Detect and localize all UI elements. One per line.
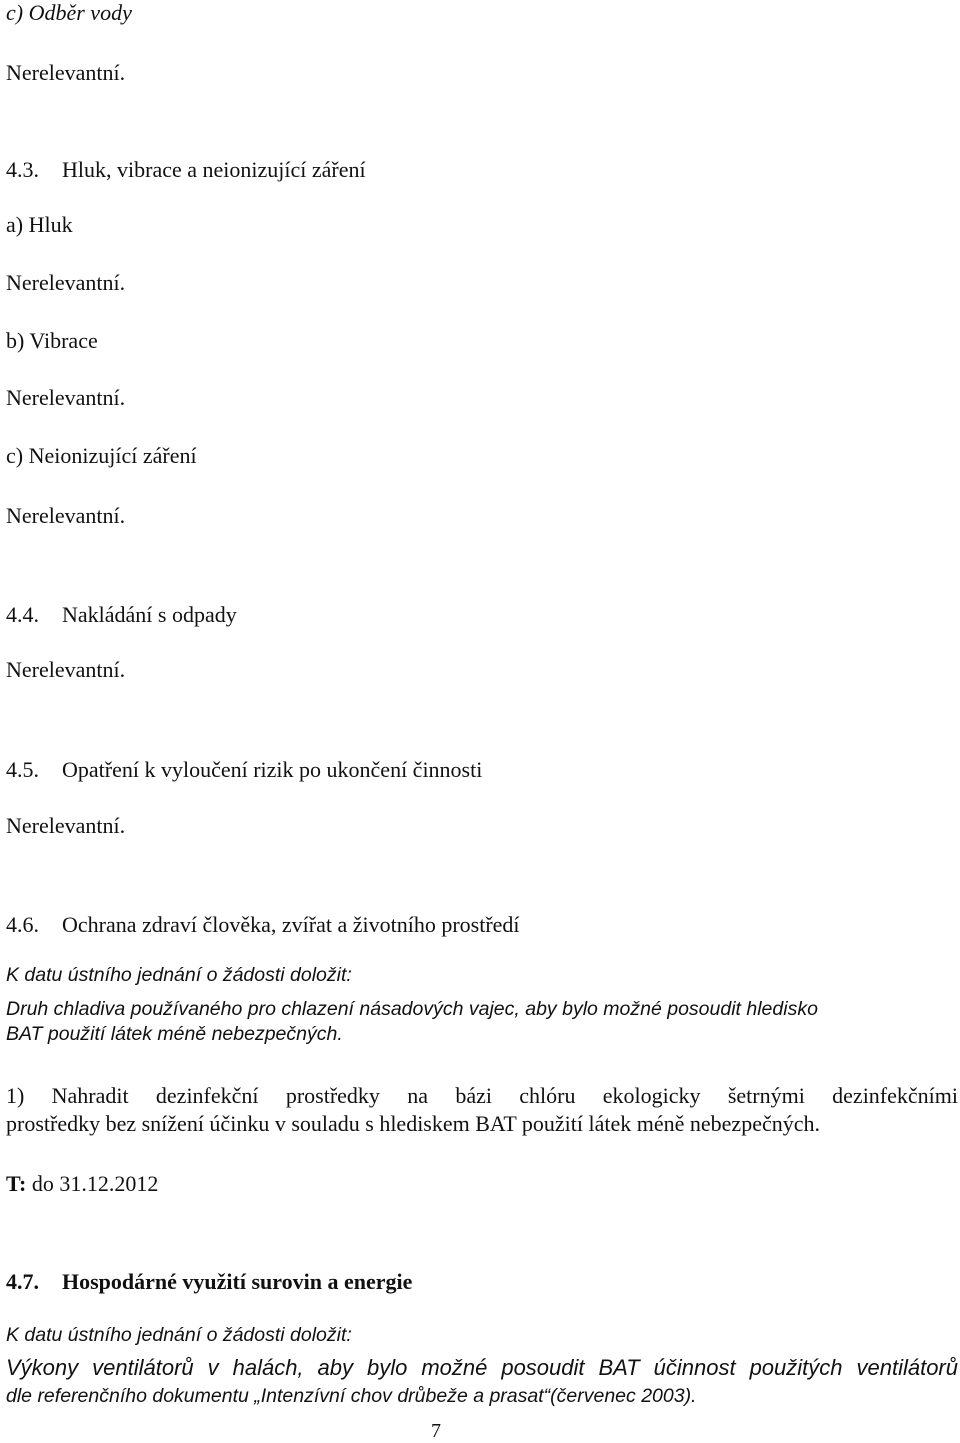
section-number: 4.5. (6, 757, 39, 782)
page-number: 7 (431, 1420, 441, 1442)
requirement-intro: K datu ústního jednání o žádosti doložit: (6, 1324, 352, 1346)
irrelevant-note: Nerelevantní. (6, 60, 126, 85)
irrelevant-note: Nerelevantní. (6, 813, 126, 838)
deadline (6, 1171, 158, 1197)
section-heading-4-7 (6, 1269, 412, 1295)
irrelevant-note: Nerelevantní. (6, 503, 126, 528)
section-title: Nakládání s odpady (62, 602, 237, 627)
section-heading-4-4 (6, 602, 237, 628)
section-title: Hospodárné využití surovin a energie (62, 1269, 413, 1294)
subsection-neionizujici: c) Neionizující záření (6, 443, 197, 468)
requirement-text: Druh chladiva používaného pro chlazení násadových vajec, aby bylo možné posoudit hledisko (6, 998, 818, 1020)
subsection-odber-vody: c) Odběr vody (6, 0, 132, 25)
section-number: 4.6. (6, 912, 39, 937)
requirement-intro: K datu ústního jednání o žádosti doložit: (6, 964, 352, 986)
section-number: 4.4. (6, 602, 39, 627)
condition-paragraph-line: prostředky bez snížení účinku v souladu s hlediskem BAT použití látek méně nebezpečných. (6, 1111, 820, 1136)
condition-paragraph-line: 1) Nahradit dezinfekční prostředky na bázi chlóru ekologicky šetrnými dezinfekčními (6, 1083, 958, 1108)
requirement-text: BAT použití látek méně nebezpečných. (6, 1023, 343, 1045)
requirement-text: dle referenčního dokumentu „Intenzívní chov drůbeže a prasat“(červenec 2003). (6, 1385, 697, 1407)
section-heading-4-6 (6, 912, 520, 938)
deadline-value: do 31.12.2012 (26, 1171, 159, 1196)
section-title: Opatření k vyloučení rizik po ukončení činnosti (62, 757, 483, 782)
section-number: 4.7. (6, 1269, 39, 1294)
irrelevant-note: Nerelevantní. (6, 385, 126, 410)
irrelevant-note: Nerelevantní. (6, 270, 126, 295)
irrelevant-note: Nerelevantní. (6, 657, 126, 682)
deadline-label: T: (6, 1171, 27, 1196)
subsection-hluk: a) Hluk (6, 212, 73, 237)
section-title: Hluk, vibrace a neionizující záření (62, 157, 366, 182)
section-title: Ochrana zdraví člověka, zvířat a životního prostředí (62, 912, 520, 937)
section-number: 4.3. (6, 157, 39, 182)
section-heading-4-5 (6, 757, 482, 783)
subsection-vibrace: b) Vibrace (6, 328, 98, 353)
section-heading-4-3 (6, 157, 366, 183)
requirement-text: Výkony ventilátorů v halách, aby bylo možné posoudit BAT účinnost použitých ventilátorů (6, 1355, 958, 1380)
